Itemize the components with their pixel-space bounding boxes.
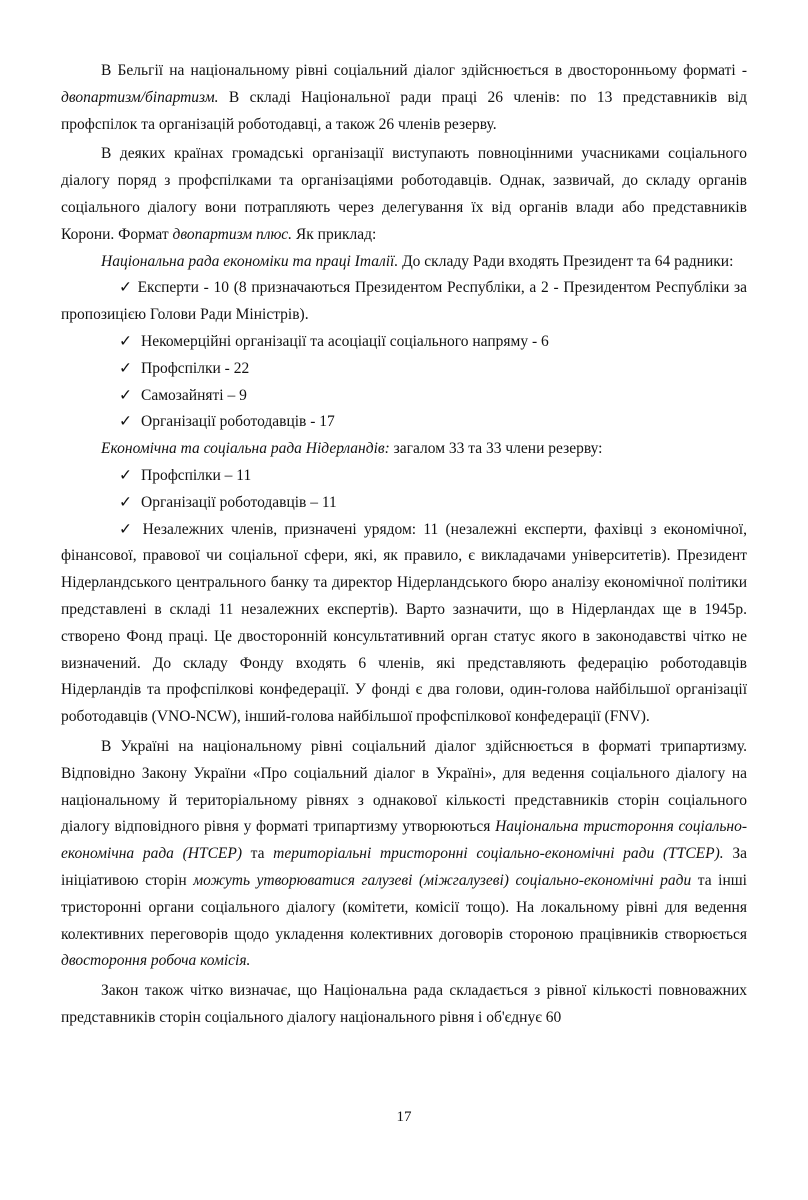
text-run: В Бельгії на національному рівні соціальний діалог здійснюється в двосторонньому форматі - — [101, 62, 747, 79]
checkmark-icon: ✓ — [119, 520, 136, 538]
list-item — [61, 463, 747, 490]
italic-term: можуть утворюватися галузеві (міжгалузеві) соціально-економічні ради — [193, 871, 692, 889]
list-item-text: Профспілки - 22 — [141, 359, 250, 377]
checkmark-icon: ✓ — [119, 279, 133, 297]
italic-term: двопартизм плюс. — [172, 225, 293, 243]
text-run: В деяких країнах громадські організації виступають повноцінними учасниками соціального діалогу поряд з профспілками та організаціями роботодавців. Однак, зазвичай, до складу органів соціального діалогу вони потрапляють через делегування їх від органів влади або представників Корони. Формат — [61, 145, 747, 243]
list-item — [61, 383, 747, 410]
checkmark-icon: ✓ — [119, 413, 132, 431]
text-run: До складу Ради входять Президент та 64 радники: — [398, 252, 734, 270]
paragraph-ukraine — [61, 731, 747, 975]
page-body — [61, 58, 747, 1032]
text-run: За ініціативою сторін — [61, 845, 747, 889]
text-run: Закон також чітко визначає, що Національна рада складається з рівної кількості повноважних представників сторін соціального діалогу національного рівня і об'єднує 60 — [61, 982, 747, 1026]
list-item — [61, 329, 747, 356]
checkmark-icon: ✓ — [119, 386, 132, 404]
list-item-text: Профспілки – 11 — [141, 466, 252, 484]
list-item-text: Самозайняті – 9 — [141, 386, 247, 404]
list-item — [61, 356, 747, 383]
italic-term: Економічна та соціальна рада Нідерландів: — [101, 440, 390, 458]
text-run: В складі Національної ради праці 26 членів: по 13 представників від профспілок та організацій роботодавці, а також 26 членів резерву. — [61, 88, 747, 133]
italic-term: двопартизм/біпартизм. — [61, 88, 219, 106]
list-item-text: Організації роботодавців – 11 — [141, 493, 337, 511]
list-item — [61, 490, 747, 517]
text-run: В Україні на національному рівні соціальний діалог здійснюється в форматі трипартизму. Відповідно Закону України «Про соціальний діалог в Україні», для ведення соціального діалогу на національному й територіальному рівнях з однакової кількості представників сторін соціального діалогу відповідного рівня у форматі трипартизму утворюються — [61, 737, 747, 836]
list-item — [61, 275, 747, 329]
list-item-text: Експерти - 10 (8 призначаються Президентом Республіки, а 2 - Президентом Республіки за пропозицією Голови Ради Міністрів). — [61, 279, 747, 324]
paragraph-italy-heading — [61, 249, 747, 276]
text-run: Як приклад: — [292, 225, 377, 243]
list-item-text: Некомерційні організації та асоціації соціального напряму - 6 — [141, 332, 549, 350]
checkmark-icon: ✓ — [119, 359, 132, 377]
list-item — [61, 409, 747, 436]
paragraph-law — [61, 975, 747, 1032]
italic-term: територіальні тристоронні соціально-економічні ради (ТТСЕР). — [273, 845, 724, 863]
paragraph-belgium — [61, 58, 747, 138]
checkmark-icon: ✓ — [119, 493, 132, 511]
list-item-text: Незалежних членів, призначені урядом: 11 (незалежні експерти, фахівці з економічної, фінансової, правової чи соціальної сфери, які, як правило, є викладачами університетів). Президент Нідерландського центрального банку та директор Нідерландського бюро аналізу економічної політики представлені в складі 11 незалежних експертів). Варто зазначити, що в Нідерландах ще в 1945р. створено Фонд праці. Це двосторонній консультативний орган статус якого в законодавстві чітко не визначений. До складу Фонду входять 6 членів, які представляють федерацію роботодавців Нідерландів та профспілкові конфедерації. У фонді є два голови, один-голова найбільшої організації роботодавців (VNO-NCW), інший-голова найбільшої профспілкової конфедерації (FNV). — [61, 520, 747, 726]
checkmark-icon: ✓ — [119, 332, 132, 350]
text-run: та — [242, 845, 274, 863]
checkmark-icon: ✓ — [119, 466, 132, 484]
italic-term: двостороння робоча комісія. — [61, 952, 251, 970]
italic-term: Національна рада економіки та праці Італії. — [101, 252, 399, 270]
text-run: загалом 33 та 33 члени резерву: — [389, 440, 603, 458]
page-number: 17 — [396, 1109, 412, 1125]
italic-term: Національна тристороння соціально-економічна рада (НТСЕР) — [61, 818, 747, 863]
paragraph-netherlands-heading — [61, 436, 747, 463]
paragraph-civil-organizations — [61, 138, 747, 248]
text-run: та інші тристоронні органи соціального діалогу (комітети, комісії тощо). На локальному рівні для ведення колективних переговорів щодо укладення колективних договорів стороною працівників створюється — [61, 871, 747, 943]
list-item — [61, 517, 747, 731]
list-item-text: Організації роботодавців - 17 — [141, 413, 335, 431]
